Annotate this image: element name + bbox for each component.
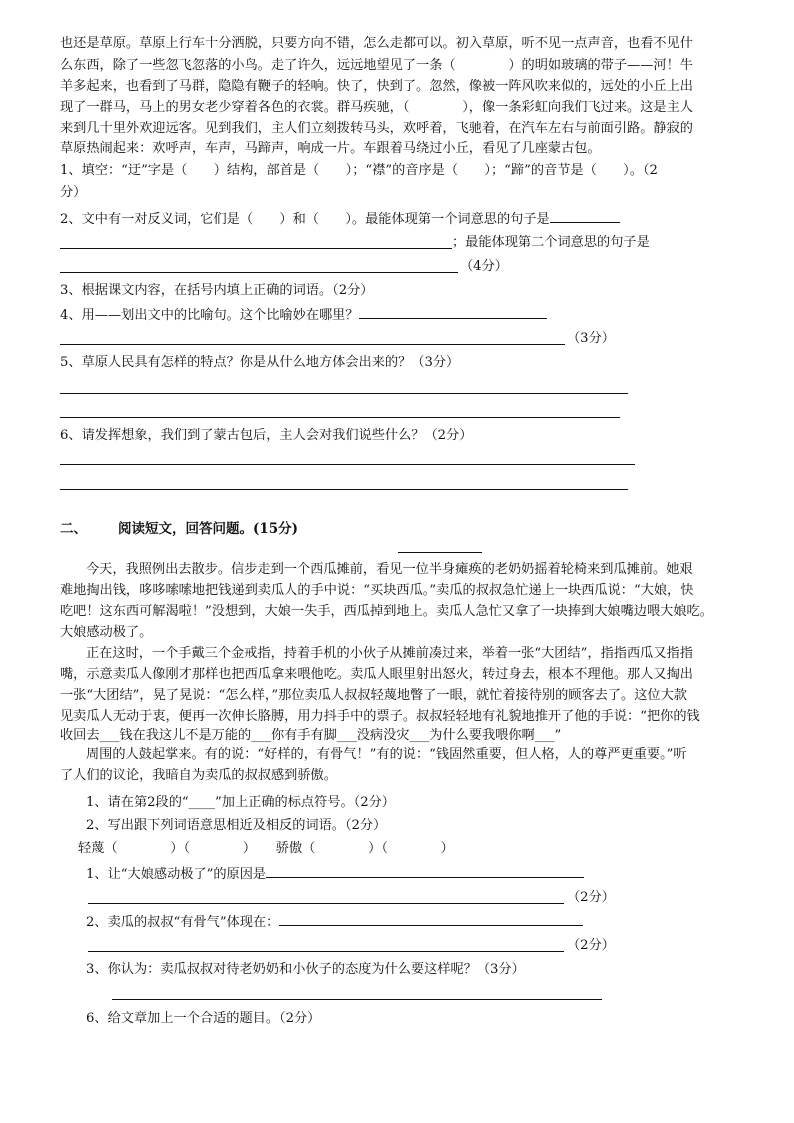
answer-line[interactable] <box>60 248 452 249</box>
passage-line: 羊多起来，也看到了马群，隐隐有鞭子的轻响。快了，快到了。忽然，像被一阵风吹来似的，远处的小丘上出 <box>60 79 693 94</box>
part2-question-3-line-1 <box>86 863 584 886</box>
part2-question-2-words: 轻蔑（ ）（ ） 骄傲（ ）（ ） <box>78 841 454 856</box>
title-blank[interactable] <box>398 552 482 553</box>
question-2-text: 2、文中有一对反义词，它们是（ ）和（ ）。最能体现第一个词意思的句子是 <box>60 212 550 227</box>
passage-line: 也还是草原。草原上行车十分洒脱，只要方向不错，怎么走都可以。初入草原，听不见一点声音，也看不见什 <box>60 36 693 51</box>
answer-line[interactable] <box>60 272 458 273</box>
part2-question-3-score: （2分） <box>567 890 615 905</box>
passage-line: 见卖瓜人无动于衷，便再一次伸长胳膊，用力抖手中的票子。叔叔轻轻地有礼貌地推开了他的手说：“把你的钱 <box>60 709 700 724</box>
question-2-line-1 <box>60 208 620 231</box>
question-text: 2、卖瓜的叔叔“有骨气”体现在： <box>86 915 280 930</box>
passage-line: 现了一群马，马上的男女老少穿着各色的衣裳。群马疾驰，（ ），像一条彩虹向我们飞过来。这是主人 <box>60 100 693 115</box>
passage-line: 来到几十里外欢迎远客。见到我们，主人们立刻拨转马头，欢呼着，飞驰着，在汽车左右与前面引路。静寂的 <box>60 121 693 136</box>
answer-blank[interactable] <box>359 304 547 319</box>
part2-question-4-line-1 <box>86 911 583 934</box>
section-2-heading <box>60 517 298 537</box>
question-4-text: 4、用——划出文中的比喻句。这个比喻妙在哪里？ <box>60 308 359 323</box>
passage-line: 一张“大团结”，晃了晃说：“怎么样，”那位卖瓜人叔叔轻蔑地瞥了一眼，就忙着接待别的顾客去了。这位大款 <box>60 688 687 703</box>
answer-line[interactable] <box>88 903 564 904</box>
question-2-line-2-tail: ；最能体现第二个词意思的句子是 <box>452 235 650 250</box>
question-4-score: （3分） <box>567 331 615 346</box>
question-text: 1、让“大娘感动极了”的原因是 <box>86 867 267 882</box>
answer-line[interactable] <box>60 417 620 418</box>
section-title: 阅读短文，回答问题。(15分) <box>118 521 299 537</box>
part2-question-4-score: （2分） <box>567 938 615 953</box>
answer-blank[interactable] <box>279 911 583 926</box>
passage-line: 草原热闹起来：欢呼声，车声，马蹄声，响成一片。车跟着马绕过小丘，看见了几座蒙古包。 <box>60 141 601 156</box>
answer-line[interactable] <box>60 393 628 394</box>
passage-line: 收回去___钱在我这儿不是万能的___你有手有脚___没病没灾___为什么要我喂你啊___” <box>60 728 562 743</box>
answer-line[interactable] <box>60 344 565 345</box>
answer-blank[interactable] <box>266 863 584 878</box>
passage-line: 今天，我照例出去散步。信步走到一个西瓜摊前，看见一位半身瘫痪的老奶奶摇着轮椅来到瓜摊前。她艰 <box>86 562 693 577</box>
question-1-line-2: 分） <box>60 185 87 200</box>
answer-blank[interactable] <box>550 208 620 223</box>
question-4-line-1 <box>60 304 547 327</box>
passage-line: 大娘感动极了。 <box>60 625 153 640</box>
answer-line[interactable] <box>112 999 602 1000</box>
question-6: 6、请发挥想象，我们到了蒙古包后，主人会对我们说些什么？（2分） <box>60 428 473 443</box>
part2-question-1: 1、请在第2段的“____”加上正确的标点符号。（2分） <box>86 795 395 810</box>
passage-line: 正在这时，一个手戴三个金戒指，持着手机的小伙子从摊前凑过来，举着一张“大团结”，指指西瓜又指指 <box>86 646 693 661</box>
question-3: 3、根据课文内容，在括号内填上正确的词语。（2分） <box>60 283 374 298</box>
passage-line: 么东西，除了一些忽飞忽落的小鸟。走了许久，远远地望见了一条（ ）的明如玻璃的带子——河！牛 <box>60 58 693 73</box>
passage-line: 了人们的议论，我暗自为卖瓜的叔叔感到骄傲。 <box>60 768 337 783</box>
part2-question-6: 6、给文章加上一个合适的题目。（2分） <box>86 1011 321 1026</box>
passage-line: 周围的人鼓起掌来。有的说：“好样的，有骨气！”有的说：“钱固然重要，但人格，人的尊严更重要。”听 <box>86 747 687 762</box>
part2-question-2: 2、写出跟下列词语意思相近及相反的词语。（2分） <box>86 818 387 833</box>
section-number: 二、 <box>60 521 87 537</box>
answer-line[interactable] <box>88 951 564 952</box>
part2-question-5: 3、你认为：卖瓜叔叔对待老奶奶和小伙子的态度为什么要这样呢？（3分） <box>86 962 525 977</box>
answer-line[interactable] <box>60 464 635 465</box>
passage-line: 难地掏出钱，哆哆嗦嗦地把钱递到卖瓜人的手中说：“买块西瓜。”卖瓜的叔叔急忙递上一块西瓜说：“大娘，快 <box>60 583 694 598</box>
question-2-score: （4分） <box>460 259 508 274</box>
passage-line: 嘴，示意卖瓜人像刚才那样也把西瓜拿来喂他吃。卖瓜人眼里射出怒火，转过身去，根本不理他。那人又掏出 <box>60 667 693 682</box>
question-5: 5、草原人民具有怎样的特点？你是从什么地方体会出来的？（3分） <box>60 355 460 370</box>
passage-line: 吃吧！这东西可解渴啦！”没想到，大娘一失手，西瓜掉到地上。卖瓜人急忙又拿了一块捧到大娘嘴边喂大娘吃。 <box>60 604 713 619</box>
answer-line[interactable] <box>60 489 628 490</box>
question-1-line-1: 1、填空：“迂”字是（ ）结构，部首是（ ）；“襟”的音序是（ ）；“蹄”的音节是（ ）。（2 <box>60 163 658 178</box>
